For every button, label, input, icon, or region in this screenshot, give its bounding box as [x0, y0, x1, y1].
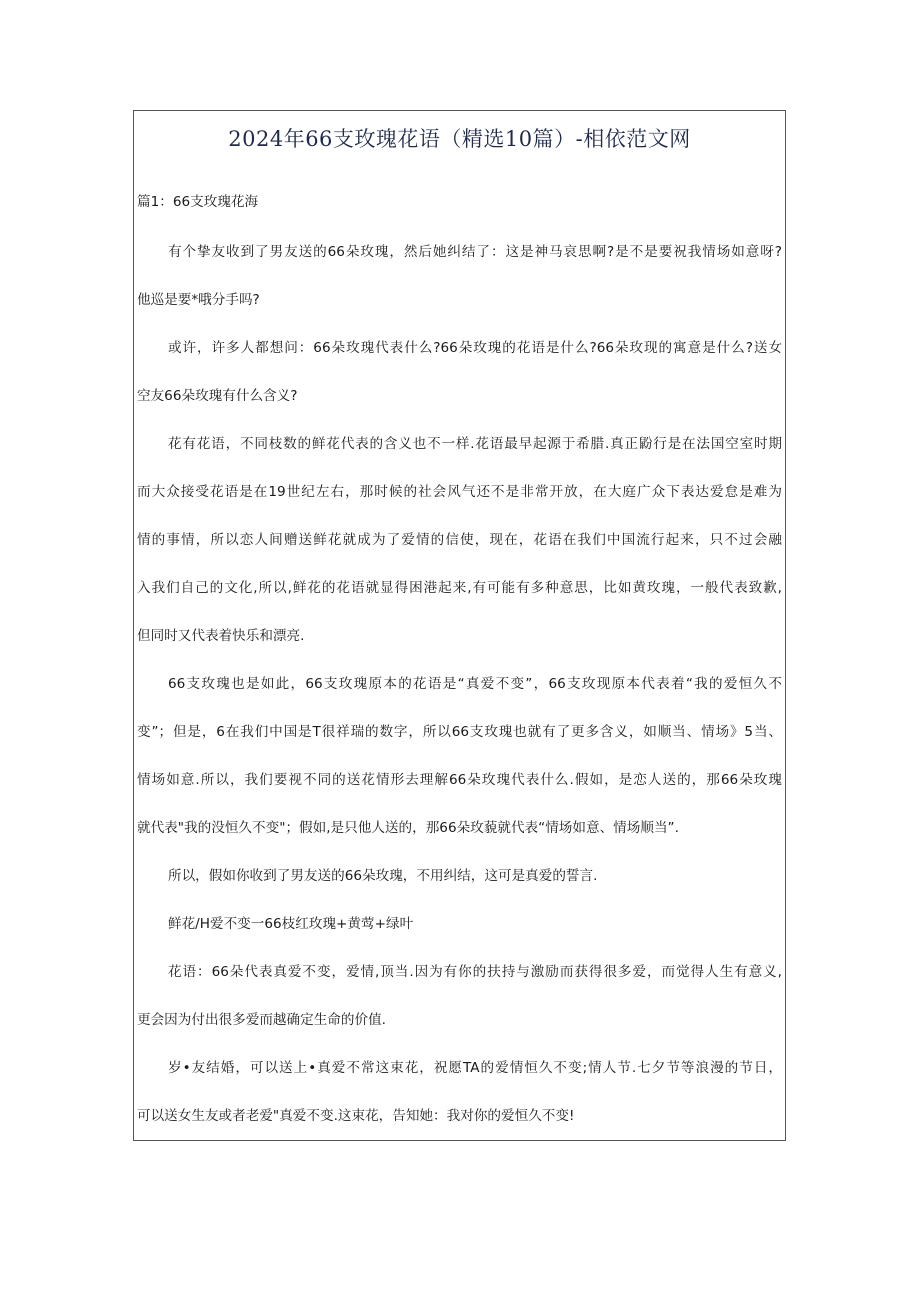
document-page	[133, 110, 786, 1141]
paragraph-line: 可以送女生友或者老爱"真爱不变.这束花，告知她：我对你的爱恒久不变!	[137, 1108, 575, 1124]
paragraph-line: 花有花语，不同枝数的鲜花代表的含义也不一样.花语最早起源于希腊.真正鼢行是在法国空室时期	[168, 436, 782, 452]
paragraph-line: 66支玫瑰也是如此，66支玫瑰原本的花语是“真爱不变”，66支玫现原本代表着“我的爱恒久不	[168, 676, 782, 692]
paragraph-line: 但同时又代表着快乐和漂亮.	[137, 628, 305, 644]
paragraph-line: 花语：66朵代表真爱不变，爱情,顶当.因为有你的扶持与激励而获得很多爱，而觉得人生有意义,	[168, 964, 782, 980]
paragraph-line: 或许，许多人都想问：66朵玫瑰代表什么?66朵玫瑰的花语是什么?66朵玫现的寓意是什么?送女	[168, 340, 782, 356]
paragraph-line: 变”；但是，6在我们中国是T很祥瑞的数字，所以66支玫瑰也就有了更多含义，如顺当、情场》5当、	[137, 724, 782, 740]
paragraph-line: 就代表"我的没恒久不变"；假如,是只他人送的，那66朵玫藐就代表“情场如意、情场顺当”.	[137, 820, 679, 836]
paragraph-line: 入我们自己的文化,所以,鲜花的花语就显得困港起来,有可能有多种意思，比如黄玫瑰，一般代表致歉,	[137, 580, 782, 596]
paragraph-line: 所以，假如你收到了男友送的66朵玫瑰，不用纠结，这可是真爱的誓言.	[168, 868, 598, 884]
paragraph-line: 鲜花/H爱不变一66枝红玫瑰+黄莺+绿叶	[168, 916, 414, 932]
paragraph-line: 情场如意.所以，我们要视不同的送花情形去理解66朵玫瑰代表什么.假如，是恋人送的，那66朵玫瑰	[137, 772, 782, 788]
paragraph-line: 有个挚友收到了男友送的66朵玫瑰，然后她纠结了：这是神马哀思啊?是不是要祝我情场如意呀?	[168, 244, 782, 260]
paragraph-line: 而大众接受花语是在19世纪左右，那时候的社会风气还不是非常开放，在大庭广众下表达爱怠是难为	[137, 484, 782, 500]
paragraph-line: 更会因为付出很多爱而越确定生命的价值.	[137, 1012, 387, 1028]
section-heading: 篇1：66支玫瑰花海	[137, 194, 259, 210]
paragraph-line: 岁•友结婚，可以送上•真爱不常这束花，祝愿TA的爱情恒久不变;情人节.七夕节等浪漫的节日，	[168, 1060, 782, 1076]
paragraph-line: 空友66朵玫瑰有什么含义?	[137, 388, 298, 404]
paragraph-line: 他巡是要*哦分手吗?	[137, 292, 260, 308]
document-title: 2024年66支玫瑰花语（精选10篇）-相依范文网	[228, 127, 691, 151]
paragraph-line: 情的事情，所以恋人间赠送鲜花就成为了爱情的信使，现在，花语在我们中国流行起来，只不过会融	[137, 532, 782, 548]
